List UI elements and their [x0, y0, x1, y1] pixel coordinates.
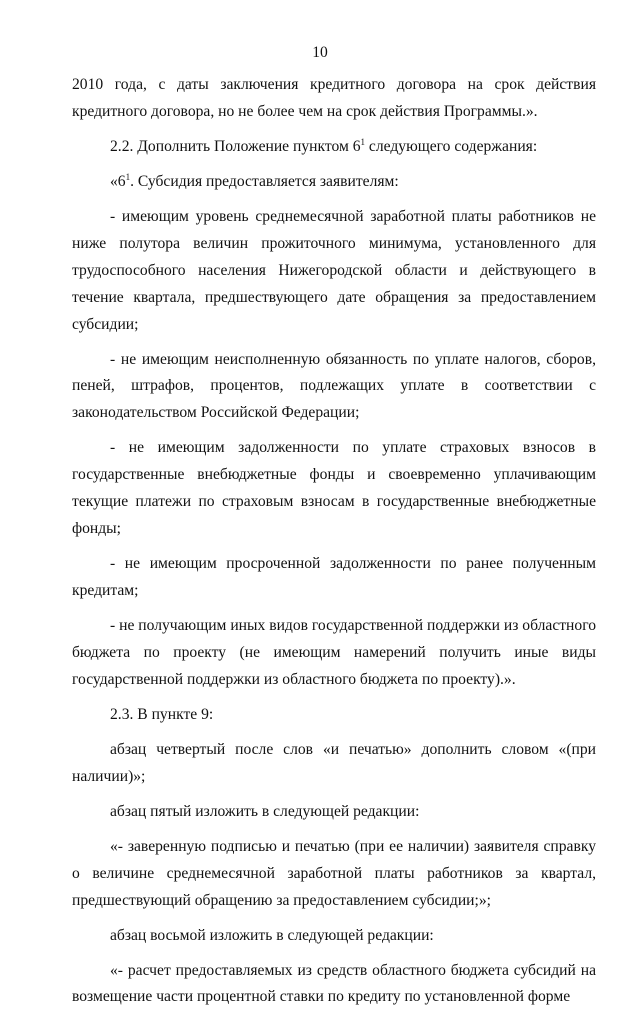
paragraph-quote: «- расчет предоставляемых из средств областного бюджета субсидий на возмещение части процентной ставки по кредиту по установленной форме: [72, 961, 596, 1006]
paragraph-clause-6-1: [72, 169, 596, 196]
paragraph-list-item: - имеющим уровень среднемесячной заработной платы работников не ниже полутора величин прожиточного минимума, установленного для трудоспособного населения Нижегородской области и действующего в течение квартала, предшествующего дате обращения за предоставлением субсидии;: [72, 207, 596, 333]
paragraph-amendment: абзац четвертый после слов «и печатью» дополнить словом «(при наличии)»;: [72, 740, 596, 785]
paragraph-list-item: - не имеющим задолженности по уплате страховых взносов в государственные внебюджетные фонды и своевременно уплачивающим текущие платежи по страховым взносам в государственные внебюджетные фонды;: [72, 439, 596, 538]
page-number: 10: [312, 44, 328, 61]
paragraph-text: 2.2. Дополнить Положение пунктом 6: [110, 137, 361, 155]
paragraph-amendment: абзац пятый изложить в следующей редакции:: [110, 802, 420, 820]
document-body: [72, 72, 596, 1019]
superscript: 1: [360, 136, 366, 147]
paragraph-quote: «- заверенную подписью и печатью (при ее наличии) заявителя справку о величине среднемесячной заработной платы работников за квартал, предшествующий обращению за предоставлением субсидии;»;: [72, 837, 596, 909]
paragraph-list-item: - не имеющим просроченной задолженности по ранее полученным кредитам;: [72, 555, 596, 599]
paragraph-list-item: - не получающим иных видов государственной поддержки из областного бюджета по проекту (не имеющим намерений получить иные виды государственной поддержки из областного бюджета по проекту).».: [72, 616, 596, 688]
paragraph-text: . Субсидия предоставляется заявителям:: [130, 172, 399, 190]
paragraph-text: «6: [110, 172, 126, 190]
paragraph-list-item: - не имеющим неисполненную обязанность по уплате налогов, сборов, пеней, штрафов, процентов, подлежащих уплате в соответствии с законодательством Российской Федерации;: [72, 350, 596, 422]
paragraph-item-2-3: 2.3. В пункте 9:: [110, 705, 214, 723]
paragraph-item-2-2: [72, 134, 596, 161]
paragraph-text: следующего содержания:: [365, 137, 538, 155]
paragraph-amendment: абзац восьмой изложить в следующей редакции:: [110, 926, 434, 944]
paragraph-continuation: 2010 года, с даты заключения кредитного договора на срок действия кредитного договора, но не более чем на срок действия Программы.».: [72, 76, 596, 120]
superscript: 1: [125, 171, 131, 182]
